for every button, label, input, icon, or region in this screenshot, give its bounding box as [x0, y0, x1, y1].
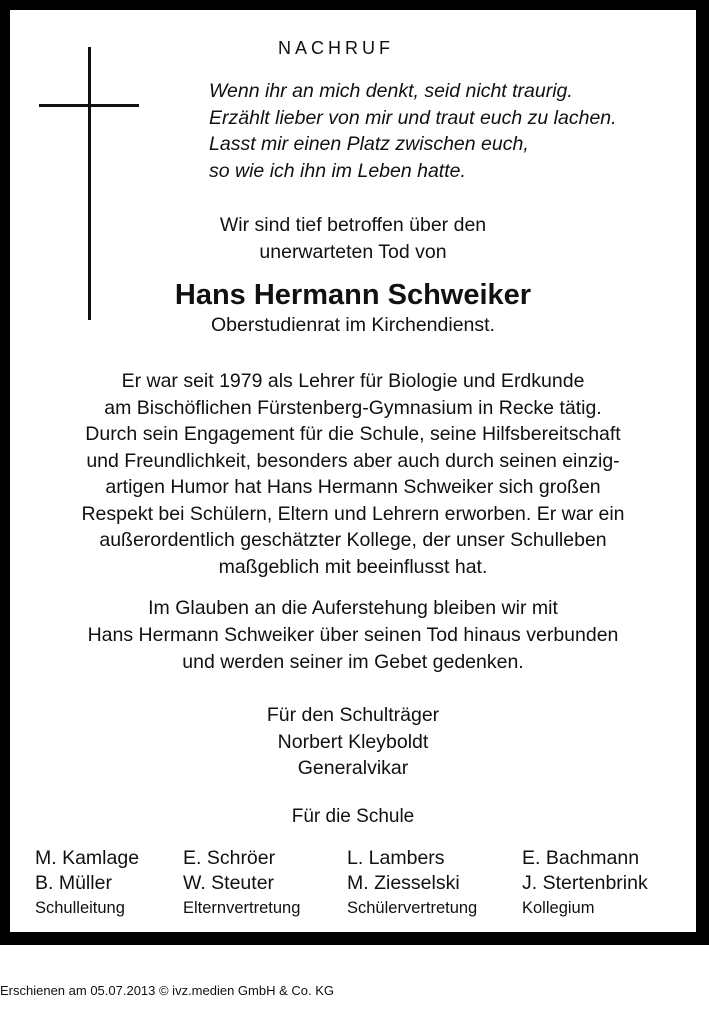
signatory-name: M. Kamlage	[35, 847, 140, 869]
poem-line: so wie ich ihn im Leben hatte.	[209, 159, 466, 182]
intro-line: Wir sind tief betroffen über den	[219, 214, 487, 236]
cross-horizontal-bar	[39, 104, 139, 107]
signatory-name: E. Bachmann	[522, 847, 640, 869]
biography	[10, 368, 696, 580]
signatory-group-schuelervertretung	[347, 846, 477, 919]
faith-line: Hans Hermann Schweiker über seinen Tod hinaus verbunden	[87, 624, 619, 646]
poem-line: Lasst mir einen Platz zwischen euch,	[209, 133, 529, 155]
signatory-name: L. Lambers	[347, 847, 445, 869]
carrier-role: Generalvikar	[297, 757, 409, 779]
signatory-role: Kollegium	[522, 899, 595, 917]
faith-statement	[10, 595, 696, 676]
intro-text	[10, 212, 696, 266]
bio-line: am Bischöflichen Fürstenberg-Gymnasium in Recke tätig.	[104, 396, 602, 419]
bio-line: Er war seit 1979 als Lehrer für Biologie und Erdkunde	[121, 370, 585, 392]
signatory-role: Elternvertretung	[183, 899, 301, 917]
bio-line: Durch sein Engagement für die Schule, seine Hilfsbereitschaft	[85, 423, 621, 445]
notice-heading: NACHRUF	[278, 38, 394, 58]
signatory-role: Schulleitung	[35, 899, 125, 917]
deceased-name: Hans Hermann Schweiker	[174, 279, 532, 311]
signatory-group-elternvertretung	[183, 846, 300, 919]
faith-line: und werden seiner im Gebet gedenken.	[182, 651, 524, 673]
school-carrier-signature	[10, 702, 696, 782]
poem-line: Wenn ihr an mich denkt, seid nicht traurig.	[209, 80, 573, 102]
signatory-name: J. Stertenbrink	[522, 872, 648, 894]
bio-line: Respekt bei Schülern, Eltern und Lehrern erworben. Er war ein	[81, 502, 625, 525]
poem	[209, 78, 617, 184]
notice-panel	[10, 10, 696, 932]
signatory-name: M. Ziesselski	[347, 872, 460, 894]
signatory-group-kollegium	[522, 846, 648, 919]
signatory-role: Schülervertretung	[347, 899, 478, 917]
bio-line: und Freundlichkeit, besonders aber auch durch seinen einzig-	[86, 449, 620, 472]
signatory-name: E. Schröer	[183, 847, 276, 869]
carrier-name: Norbert Kleyboldt	[277, 730, 429, 753]
bio-line: artigen Humor hat Hans Hermann Schweiker sich großen	[105, 476, 601, 498]
deceased-title: Oberstudienrat im Kirchendienst.	[211, 314, 495, 336]
bio-line: außerordentlich geschätzter Kollege, der unser Schulleben	[99, 529, 607, 551]
publication-footer: Erschienen am 05.07.2013 © ivz.medien GmbH & Co. KG	[0, 983, 335, 998]
intro-line: unerwarteten Tod von	[259, 241, 447, 263]
bio-line: maßgeblich mit beeinflusst hat.	[218, 555, 488, 578]
signatory-name: W. Steuter	[183, 872, 275, 894]
signatory-name: B. Müller	[35, 872, 112, 894]
signatory-group-schulleitung	[35, 846, 139, 919]
carrier-label: Für den Schulträger	[266, 704, 440, 726]
school-label: Für die Schule	[291, 806, 415, 827]
faith-line: Im Glauben an die Auferstehung bleiben wir mit	[148, 597, 558, 619]
poem-line: Erzählt lieber von mir und traut euch zu lachen.	[209, 106, 617, 129]
